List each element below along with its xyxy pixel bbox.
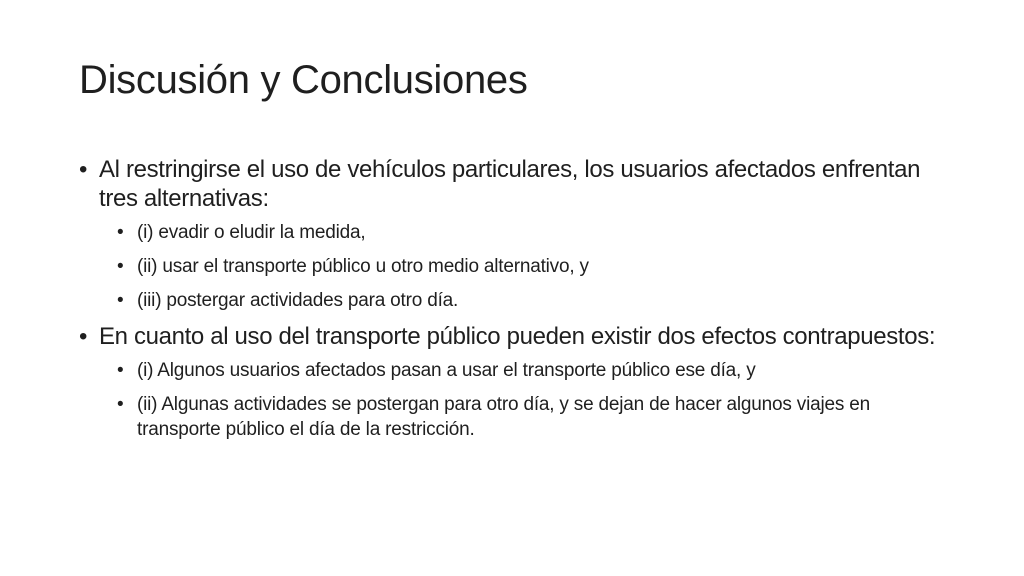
- bullet-icon: •: [117, 394, 124, 415]
- bullet-text: En cuanto al uso del transporte público pueden existir dos efectos contrapuestos:: [99, 323, 936, 350]
- bullet-list: [79, 155, 949, 442]
- bullet-text: Al restringirse el uso de vehículos particulares, los usuarios afectados enfrentan tres alternativas:: [99, 156, 921, 212]
- sub-bullet-point: [99, 288, 949, 313]
- sub-bullet-point: [99, 254, 949, 279]
- bullet-point: [79, 322, 949, 442]
- sub-bullet-point: [99, 392, 949, 442]
- sub-bullet-text: (i) evadir o eludir la medida,: [137, 222, 366, 243]
- bullet-icon: •: [117, 290, 124, 311]
- bullet-icon: •: [79, 323, 88, 350]
- sub-bullet-text: (ii) usar el transporte público u otro medio alternativo, y: [137, 256, 589, 277]
- sub-bullet-text: (i) Algunos usuarios afectados pasan a usar el transporte público ese día, y: [137, 360, 756, 381]
- bullet-icon: •: [117, 360, 124, 381]
- sub-bullet-list: [99, 220, 949, 313]
- bullet-point: [79, 155, 949, 313]
- sub-bullet-text: (ii) Algunas actividades se postergan para otro día, y se dejan de hacer algunos viajes en transporte público el día de la restricción.: [137, 394, 870, 440]
- sub-bullet-list: [99, 358, 949, 442]
- bullet-icon: •: [117, 222, 124, 243]
- slide-content: [79, 155, 949, 451]
- bullet-icon: •: [117, 256, 124, 277]
- sub-bullet-point: [99, 358, 949, 383]
- slide-title: Discusión y Conclusiones: [79, 58, 528, 102]
- sub-bullet-text: (iii) postergar actividades para otro día.: [137, 290, 459, 311]
- sub-bullet-point: [99, 220, 949, 245]
- bullet-icon: •: [79, 156, 88, 183]
